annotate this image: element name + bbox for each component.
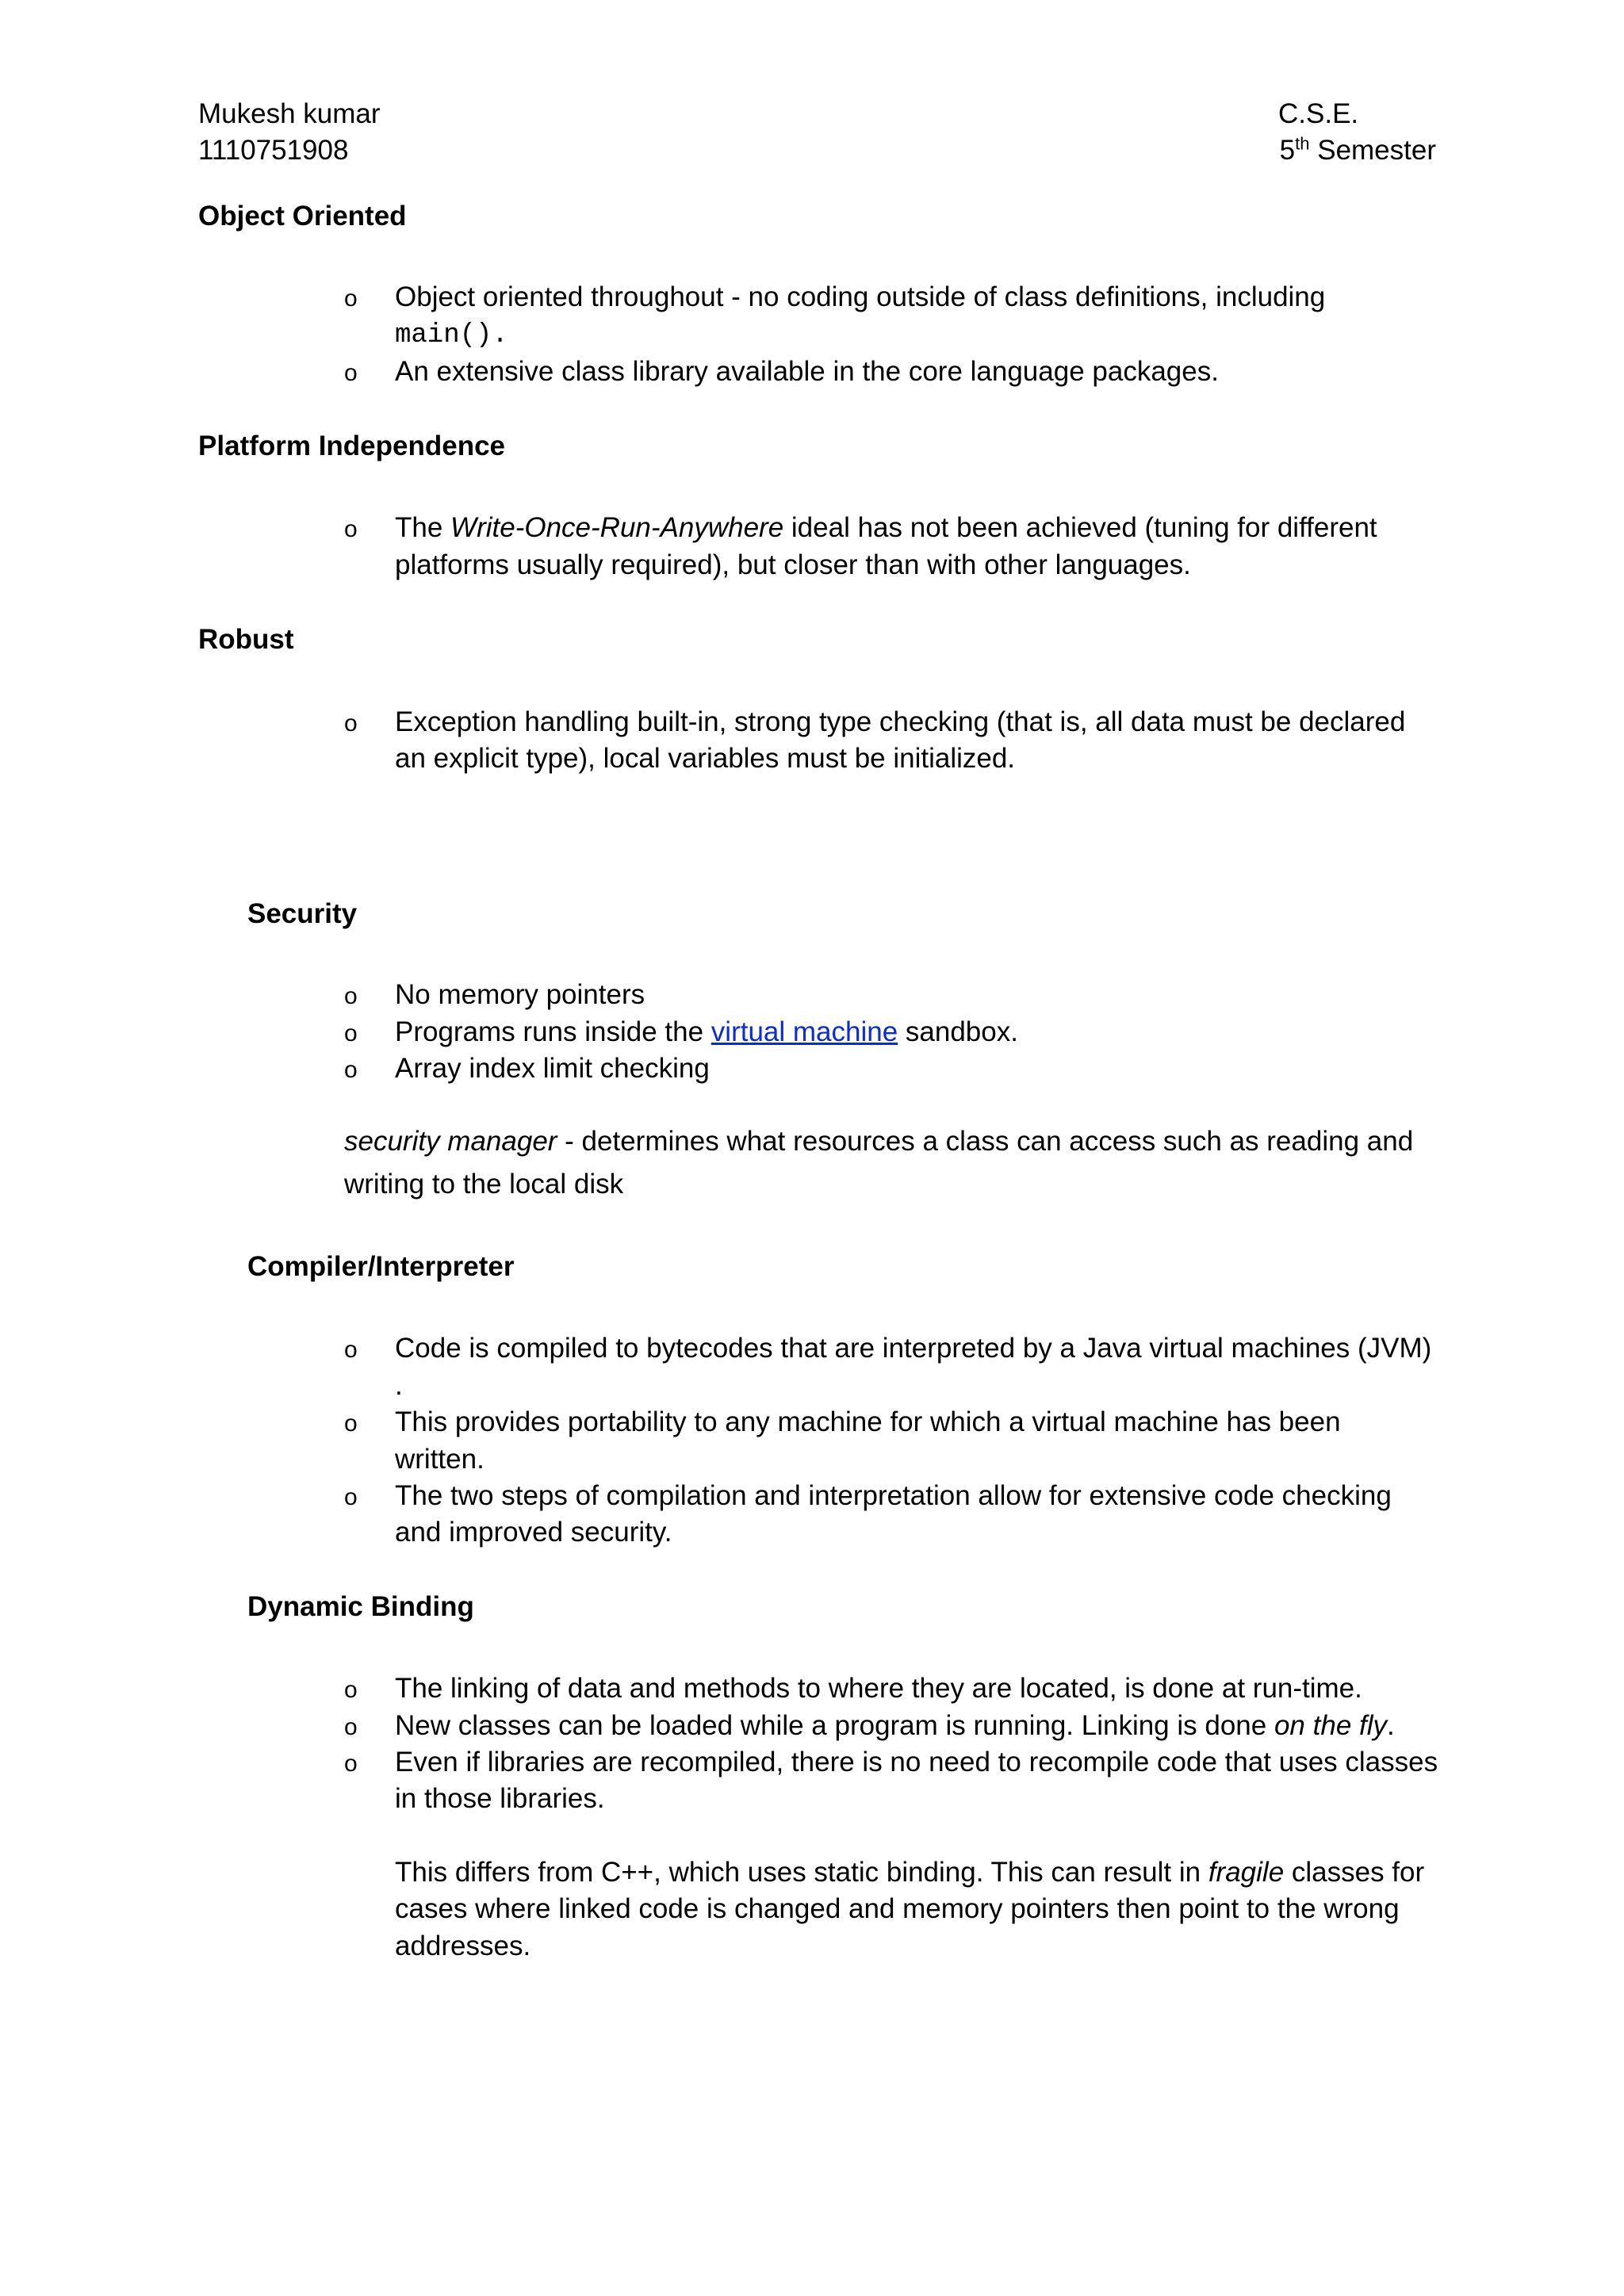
- text-run: classes for: [1284, 1857, 1425, 1888]
- bullet-marker: o: [344, 1410, 358, 1437]
- italic-phrase: security manager: [344, 1126, 557, 1157]
- bullet-marker: o: [344, 1057, 358, 1083]
- security-bullet-2: [395, 1014, 1018, 1050]
- security-manager-line-2: writing to the local disk: [344, 1169, 624, 1200]
- branch: C.S.E.: [1278, 98, 1359, 129]
- bullet-marker: o: [344, 285, 358, 312]
- platform-bullet-1-line-1: [395, 510, 1377, 546]
- semester-suffix: th: [1295, 133, 1310, 154]
- compiler-bullet-3-line-2: and improved security.: [395, 1517, 672, 1548]
- dynamic-bullet-3-line-1: Even if libraries are recompiled, there is no need to recompile code that uses classes: [395, 1747, 1438, 1777]
- dynamic-paragraph-line-2: cases where linked code is changed and memory pointers then point to the wrong: [395, 1893, 1400, 1924]
- text-run: - determines what resources a class can access such as reading and: [557, 1126, 1414, 1157]
- compiler-bullet-1-line-1: Code is compiled to bytecodes that are interpreted by a Java virtual machines (JVM): [395, 1333, 1432, 1364]
- dynamic-bullet-1: The linking of data and methods to where they are located, is done at run-time.: [395, 1673, 1362, 1704]
- bullet-marker: o: [344, 1751, 358, 1777]
- bullet-marker: o: [344, 1337, 358, 1363]
- heading-compiler-interpreter: Compiler/Interpreter: [247, 1251, 515, 1282]
- text-run: ideal has not been achieved (tuning for different: [783, 512, 1377, 543]
- italic-phrase: on the fly: [1274, 1710, 1388, 1741]
- dynamic-bullet-2: [395, 1708, 1395, 1744]
- dynamic-paragraph-line-1: [395, 1854, 1424, 1891]
- compiler-bullet-2-line-2: written.: [395, 1444, 485, 1475]
- bullet-marker: o: [344, 516, 358, 542]
- security-manager-line-1: [344, 1120, 1413, 1163]
- semester-number: 5: [1279, 135, 1296, 166]
- bullet-marker: o: [344, 1484, 358, 1510]
- bullet-marker: o: [344, 710, 358, 737]
- bullet-marker: o: [344, 360, 358, 386]
- roll-number: 1110751908: [198, 135, 349, 166]
- bullet-marker: o: [344, 983, 358, 1009]
- heading-dynamic-binding: Dynamic Binding: [247, 1591, 474, 1622]
- heading-security: Security: [247, 898, 358, 929]
- author-name: Mukesh kumar: [198, 98, 381, 129]
- text-run: The: [395, 512, 451, 543]
- semester: [1280, 132, 1436, 169]
- compiler-bullet-1-line-2: .: [395, 1370, 403, 1401]
- bullet-marker: o: [344, 1677, 358, 1703]
- oo-bullet-1-code: main().: [395, 320, 508, 350]
- text-run: This differs from C++, which uses static binding. This can result in: [395, 1857, 1208, 1888]
- oo-bullet-1-line-1: Object oriented throughout - no coding outside of class definitions, including: [395, 281, 1326, 312]
- compiler-bullet-3-line-1: The two steps of compilation and interpretation allow for extensive code checking: [395, 1480, 1392, 1511]
- heading-robust: Robust: [198, 624, 294, 655]
- oo-bullet-2: An extensive class library available in the core language packages.: [395, 356, 1219, 387]
- text-run: Programs runs inside the: [395, 1016, 711, 1047]
- bullet-marker: o: [344, 1714, 358, 1740]
- robust-bullet-1-line-1: Exception handling built-in, strong type checking (that is, all data must be declared: [395, 706, 1406, 737]
- dynamic-paragraph-line-3: addresses.: [395, 1931, 531, 1961]
- virtual-machine-link[interactable]: virtual machine: [710, 1016, 898, 1047]
- robust-bullet-1-line-2: an explicit type), local variables must be initialized.: [395, 743, 1016, 774]
- dynamic-bullet-3-line-2: in those libraries.: [395, 1783, 605, 1814]
- platform-bullet-1-line-2: platforms usually required), but closer than with other languages.: [395, 549, 1191, 580]
- semester-word: Semester: [1317, 135, 1436, 166]
- heading-platform-independence: Platform Independence: [198, 430, 506, 461]
- security-bullet-1: No memory pointers: [395, 979, 645, 1010]
- bullet-marker: o: [344, 1020, 358, 1047]
- security-bullet-3: Array index limit checking: [395, 1053, 710, 1084]
- text-run: sandbox.: [898, 1016, 1018, 1047]
- italic-phrase: Write-Once-Run-Anywhere: [450, 512, 784, 543]
- heading-object-oriented: Object Oriented: [198, 201, 407, 232]
- text-run: .: [1387, 1710, 1395, 1741]
- italic-phrase: fragile: [1208, 1857, 1285, 1888]
- text-run: New classes can be loaded while a program is running. Linking is done: [395, 1710, 1274, 1741]
- compiler-bullet-2-line-1: This provides portability to any machine for which a virtual machine has been: [395, 1406, 1341, 1437]
